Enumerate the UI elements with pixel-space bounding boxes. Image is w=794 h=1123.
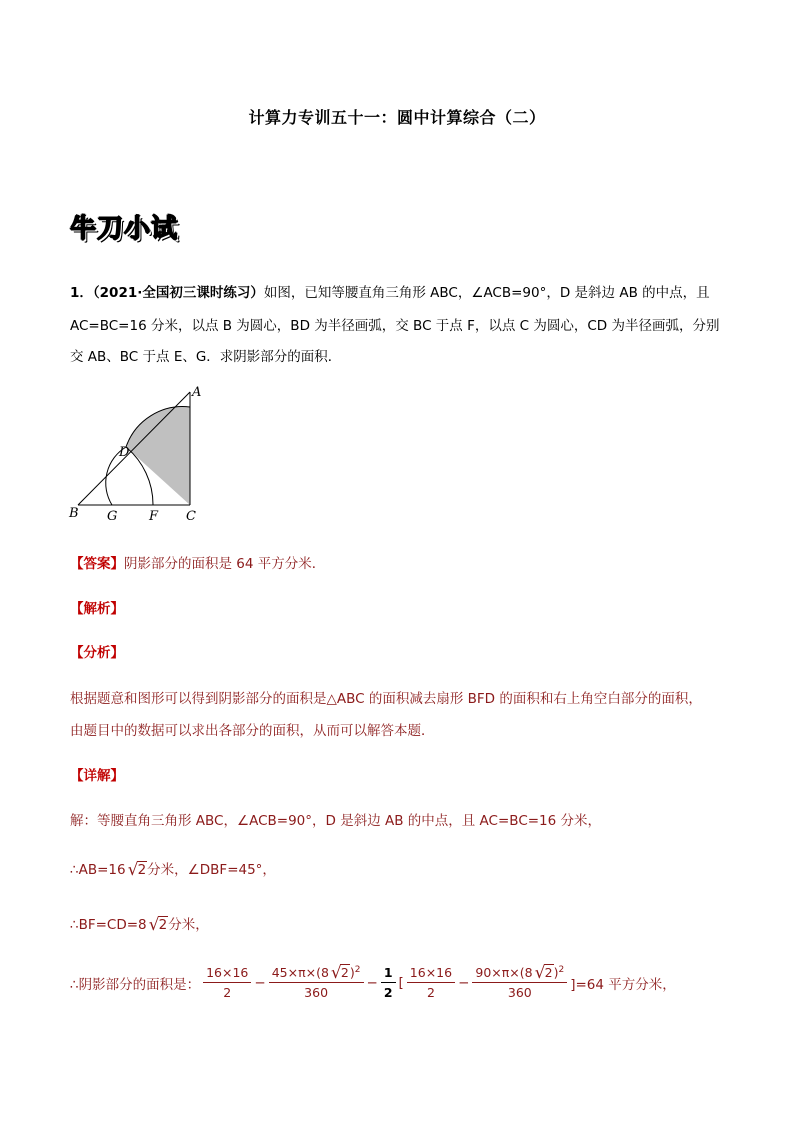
question-line-3: 交 AB、BC 于点 E、G．求阴影部分的面积． xyxy=(70,349,342,365)
numerator-part: 90×π×(8 xyxy=(475,965,533,981)
analysis-tag: 【解析】 xyxy=(70,601,124,617)
sqrt-radicand: 2 xyxy=(137,862,147,878)
fraction-numerator xyxy=(269,965,364,983)
fraction-triangle-area xyxy=(203,965,251,1000)
numerator-part: ) xyxy=(553,965,559,981)
fenxi-line-1: 根据题意和图形可以得到阴影部分的面积是△ABC 的面积减去扇形 BFD 的面积和右上角空白部分的面积， xyxy=(70,691,702,707)
area-formula xyxy=(70,965,676,1000)
label-a: A xyxy=(192,385,202,400)
sqrt-symbol: √ 2 xyxy=(148,915,168,935)
minus-sign: − xyxy=(254,974,266,991)
detail-tag: 【详解】 xyxy=(70,768,124,784)
numerator-part: ) xyxy=(349,965,355,981)
label-d: D xyxy=(119,445,130,460)
left-bracket: [ xyxy=(398,974,404,991)
numerator-part: 45×π×(8 xyxy=(271,965,329,981)
formula-prefix: ∴阴影部分的面积是： xyxy=(70,976,201,993)
question-source: （2021·全国初三课时练习） xyxy=(92,285,264,301)
question-line-2: AC=BC=16 分米，以点 B 为圆心，BD 为半径画弧，交 BC 于点 F，以点 C 为圆心，CD 为半径画弧，分别 xyxy=(70,318,720,334)
detail-line-3 xyxy=(70,913,209,933)
exponent: 2 xyxy=(558,965,565,975)
question-text-1: 如图，已知等腰直角三角形 ABC，∠ACB=90°，D 是斜边 AB 的中点，且 xyxy=(263,285,710,301)
fraction-triangle-area-2 xyxy=(407,965,455,1000)
fenxi-line-2: 由题目中的数据可以求出各部分的面积，从而可以解答本题． xyxy=(70,723,435,739)
detail-line-2 xyxy=(70,858,276,878)
sqrt-radicand: 2 xyxy=(158,917,168,933)
exponent: 2 xyxy=(354,965,361,975)
sqrt-radicand: 2 xyxy=(340,965,349,981)
detail-line-1: 解：等腰直角三角形 ABC，∠ACB=90°，D 是斜边 AB 的中点，且 AC=BC=16 分米， xyxy=(70,813,602,829)
sqrt-symbol: √ 2 xyxy=(127,860,147,880)
detail-2-prefix: ∴AB=16 xyxy=(70,862,126,878)
answer-line xyxy=(70,552,325,572)
fenxi-tag: 【分析】 xyxy=(70,645,124,661)
fraction-denominator: 360 xyxy=(304,985,329,1001)
fraction-denominator: 2 xyxy=(426,985,435,1001)
fraction-sector-45 xyxy=(269,965,364,1000)
shaded-region xyxy=(126,407,190,505)
fraction-denominator: 360 xyxy=(507,985,532,1001)
label-f: F xyxy=(149,509,159,524)
fraction-numerator: 16×16 xyxy=(203,965,251,983)
label-c: C xyxy=(186,509,196,524)
sqrt-radicand: 2 xyxy=(544,965,553,981)
page-title: 计算力专训五十一：圆中计算综合（二） xyxy=(248,108,546,127)
fraction-half xyxy=(381,965,396,1000)
section-heading: 牛刀小试 xyxy=(70,214,179,244)
detail-2-suffix: 分米，∠DBF=45°， xyxy=(147,862,276,878)
fraction-numerator: 1 xyxy=(381,965,396,983)
answer-value: 64 xyxy=(236,556,254,572)
label-b: B xyxy=(69,506,79,521)
sqrt-symbol: √ 2 xyxy=(330,963,349,984)
minus-sign: − xyxy=(458,974,470,991)
fraction-numerator: 16×16 xyxy=(407,965,455,983)
formula-suffix: ]=64 平方分米， xyxy=(570,976,676,993)
detail-3-prefix: ∴BF=CD=8 xyxy=(70,917,147,933)
question-line-1 xyxy=(70,281,710,301)
answer-text-before: 阴影部分的面积是 xyxy=(124,556,237,572)
answer-text-after: 平方分米． xyxy=(253,556,326,572)
question-number: 1． xyxy=(70,285,93,301)
answer-tag: 【答案】 xyxy=(70,556,124,572)
fraction-denominator: 2 xyxy=(223,985,232,1001)
fraction-numerator xyxy=(472,965,567,983)
geometry-figure xyxy=(65,380,210,530)
fraction-denominator: 2 xyxy=(383,985,393,1001)
sqrt-symbol: √ 2 xyxy=(534,963,553,984)
detail-3-suffix: 分米， xyxy=(168,917,209,933)
minus-sign: − xyxy=(366,974,378,991)
fraction-sector-90 xyxy=(472,965,567,1000)
label-g: G xyxy=(107,509,118,524)
